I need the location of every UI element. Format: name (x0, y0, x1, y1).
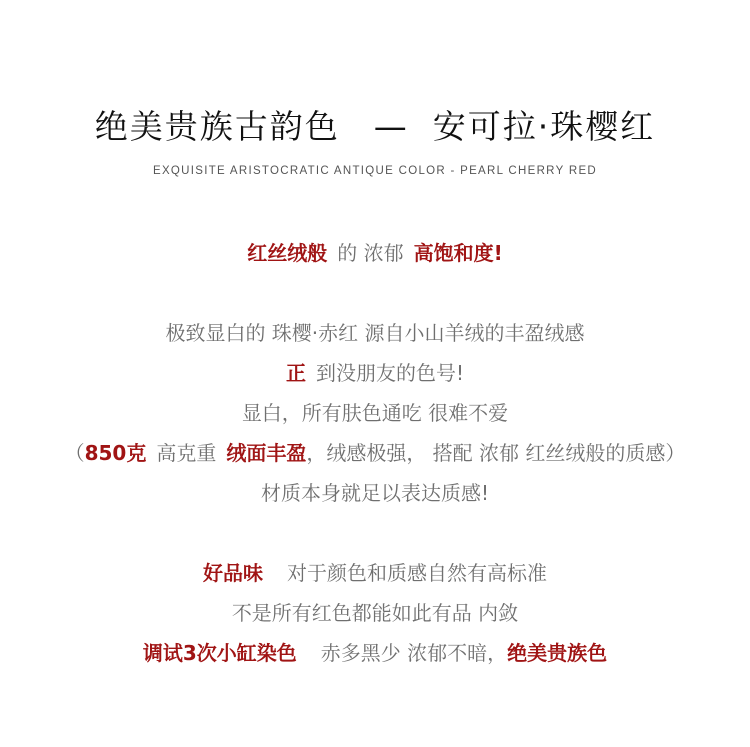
para1-line2-highlight: 正 (285, 361, 306, 385)
para2-line3-text: 赤多黑少 浓郁不暗， (320, 641, 508, 665)
para1-line4-open-paren: （ (64, 441, 85, 465)
english-subtitle: EXQUISITE ARISTOCRATIC ANTIQUE COLOR - PEARL CHERRY RED (152, 165, 598, 177)
title-dash: — (373, 107, 409, 146)
para2-line3-highlight-2: 绝美贵族色 (507, 641, 608, 665)
tagline-highlight-2: 高饱和度! (413, 241, 503, 265)
para1-line4-text2: ，绒感极强， 搭配 浓郁 红丝绒般的质感） (306, 441, 686, 465)
tagline-text: 的 浓郁 (337, 241, 404, 265)
title-main: 绝美贵族古韵色 (94, 107, 340, 146)
tagline (0, 238, 750, 268)
para2-line1-text: 对于颜色和质感自然有高标准 (287, 561, 547, 585)
tagline-highlight-1: 红丝绒般 (247, 241, 328, 265)
para2-line1-highlight: 好品味 (203, 561, 263, 585)
title-color-name: 安可拉·珠樱红 (432, 107, 656, 146)
para1-line3: 显白，所有肤色通吃 很难不爱 (241, 401, 509, 425)
para1-line5: 材质本身就足以表达质感! (260, 481, 490, 505)
para2-line3-highlight-1: 调试3次小缸染色 (142, 641, 297, 665)
para1-line4 (0, 438, 750, 468)
para2-line1 (0, 558, 750, 588)
para1-line2 (0, 358, 750, 388)
para2-line3 (0, 638, 750, 668)
para1-line1: 极致显白的 珠樱·赤红 源自小山羊绒的丰盈绒感 (165, 321, 585, 345)
para1-line4-weight: 850克 (84, 441, 147, 465)
para2-line2: 不是所有红色都能如此有品 内敛 (231, 601, 519, 625)
para1-line4-text1: 高克重 (156, 441, 217, 465)
page-title (0, 104, 750, 150)
para1-line2-text: 到没朋友的色号! (315, 361, 465, 385)
para1-line4-highlight: 绒面丰盈 (226, 441, 307, 465)
